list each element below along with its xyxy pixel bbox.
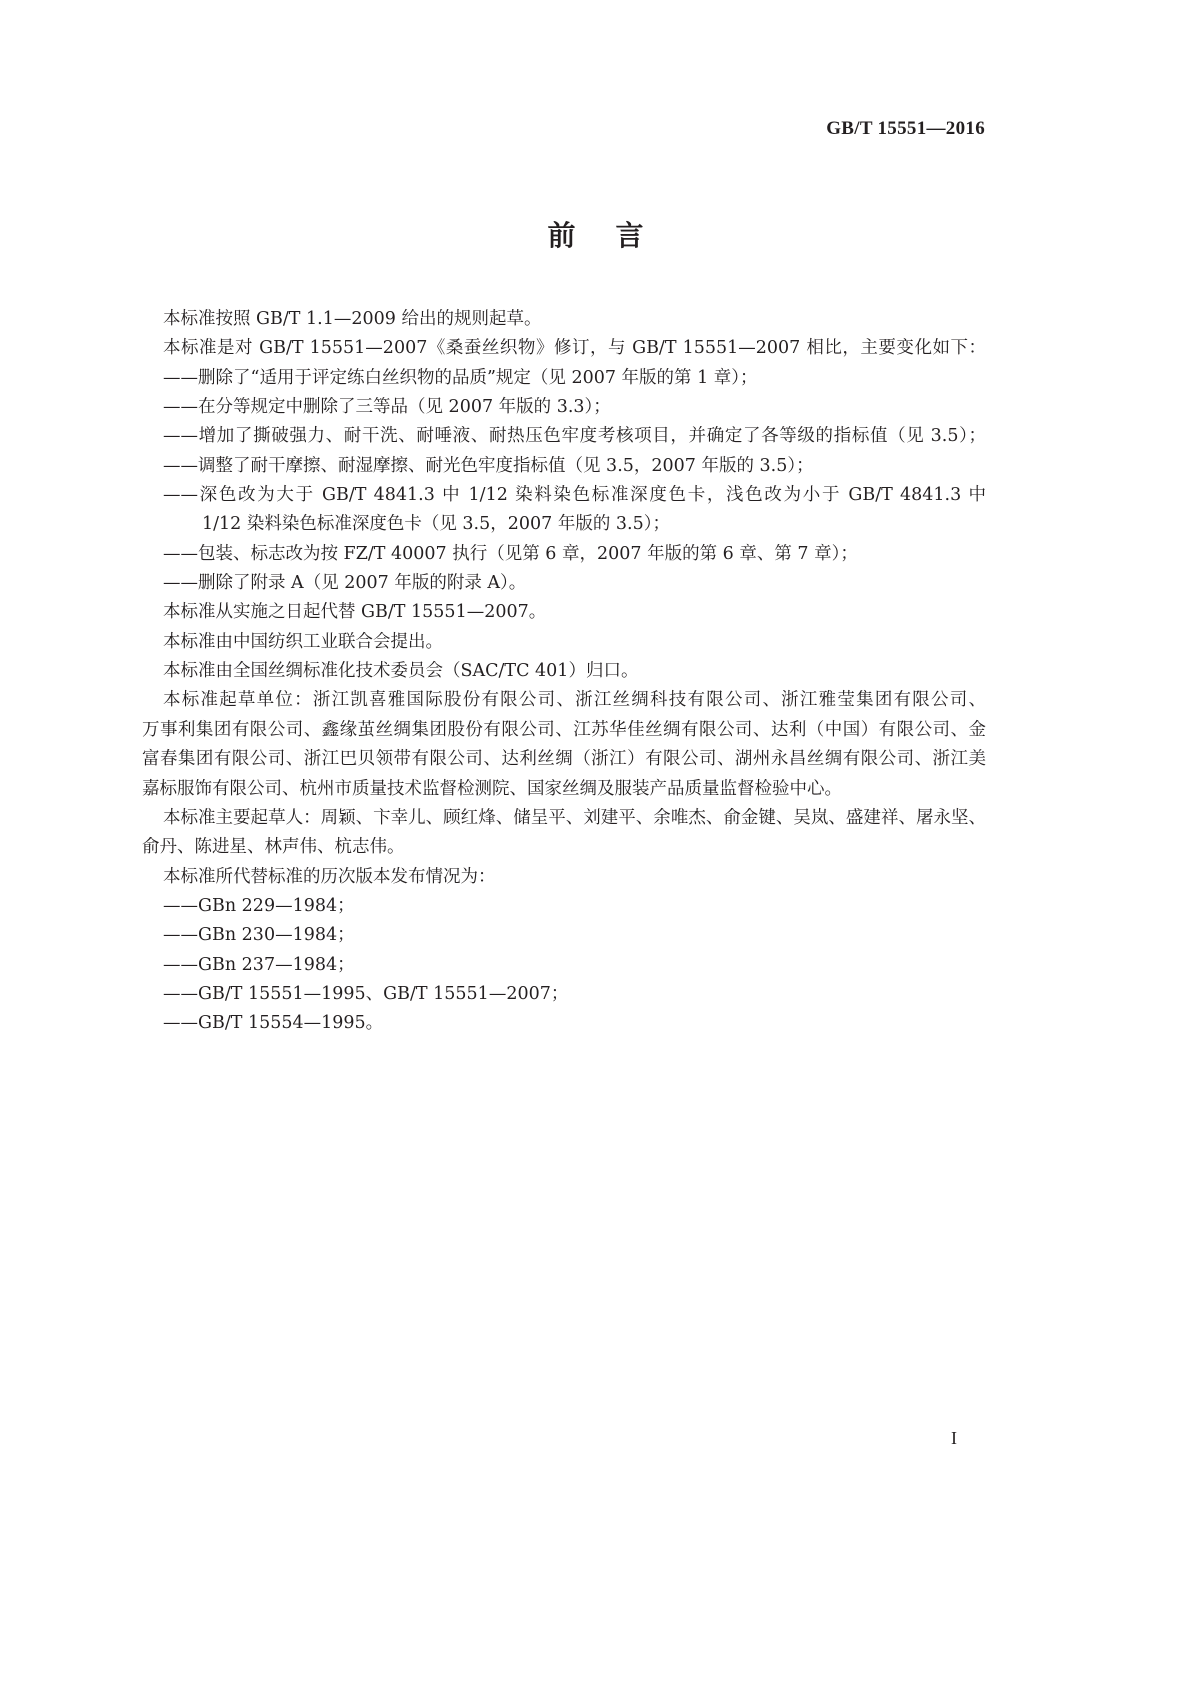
history-list-item: ——GB/T 15554—1995。	[163, 1013, 384, 1034]
change-list-item: ——在分等规定中删除了三等品（见 2007 年版的 3.3）；	[163, 397, 611, 418]
change-list-item: ——深色改为大于 GB/T 4841.3 中 1/12 染料染色标准深度色卡，浅色改为小于 GB/T 4841.3 中	[163, 485, 986, 506]
paragraph-line: 本标准起草单位：浙江凯喜雅国际股份有限公司、浙江丝绸科技有限公司、浙江雅莹集团有限公司、	[163, 690, 986, 711]
paragraph-line: 本标准由中国纺织工业联合会提出。	[163, 631, 443, 652]
change-list-item: ——删除了附录 A（见 2007 年版的附录 A）。	[163, 573, 527, 594]
history-list-item: ——GBn 237—1984；	[163, 954, 355, 975]
paragraph-line: 本标准按照 GB/T 1.1—2009 给出的规则起草。	[163, 309, 542, 329]
foreword-body	[142, 305, 986, 1039]
paragraph-line: 万事利集团有限公司、鑫缘茧丝绸集团股份有限公司、江苏华佳丝绸有限公司、达利（中国）有限公司、金	[142, 719, 986, 740]
paragraph-line: 富春集团有限公司、浙江巴贝领带有限公司、达利丝绸（浙江）有限公司、湖州永昌丝绸有限公司、浙江美	[142, 749, 986, 770]
page-number: I	[951, 1428, 957, 1448]
standard-number-header: GB/T 15551—2016	[826, 118, 985, 139]
paragraph-line: 嘉标服饰有限公司、杭州市质量技术监督检测院、国家丝绸及服装产品质量监督检验中心。	[142, 778, 842, 799]
history-list-item: ——GBn 229—1984；	[163, 895, 355, 916]
history-list-item: ——GBn 230—1984；	[163, 925, 355, 946]
change-list-item: ——增加了撕破强力、耐干洗、耐唾液、耐热压色牢度考核项目，并确定了各等级的指标值（见 3.5）；	[163, 426, 986, 447]
paragraph-line: 本标准从实施之日起代替 GB/T 15551—2007。	[163, 602, 547, 623]
page-title: 前言	[547, 219, 684, 252]
history-list-item: ——GB/T 15551—1995、GB/T 15551—2007；	[163, 983, 569, 1004]
paragraph-line: 俞丹、陈进星、林声伟、杭志伟。	[142, 837, 405, 858]
paragraph-line: 本标准是对 GB/T 15551—2007《桑蚕丝织物》修订，与 GB/T 15551—2007 相比，主要变化如下：	[163, 338, 986, 359]
change-list-item: ——删除了“适用于评定练白丝织物的品质”规定（见 2007 年版的第 1 章）；	[163, 367, 758, 388]
paragraph-line: 本标准主要起草人：周颖、卞幸儿、顾红烽、储呈平、刘建平、余唯杰、俞金键、吴岚、盛建祥、屠永坚、	[163, 807, 986, 828]
paragraph-line: 本标准所代替标准的历次版本发布情况为：	[163, 866, 496, 887]
change-list-item: ——调整了耐干摩擦、耐湿摩擦、耐光色牢度指标值（见 3.5，2007 年版的 3.5）；	[163, 455, 814, 476]
change-list-item-continuation: 1/12 染料染色标准深度色卡（见 3.5，2007 年版的 3.5）；	[202, 514, 670, 535]
change-list-item: ——包装、标志改为按 FZ/T 40007 执行（见第 6 章，2007 年版的第 6 章、第 7 章）；	[163, 543, 858, 564]
paragraph-line: 本标准由全国丝绸标准化技术委员会（SAC/TC 401）归口。	[163, 661, 639, 682]
